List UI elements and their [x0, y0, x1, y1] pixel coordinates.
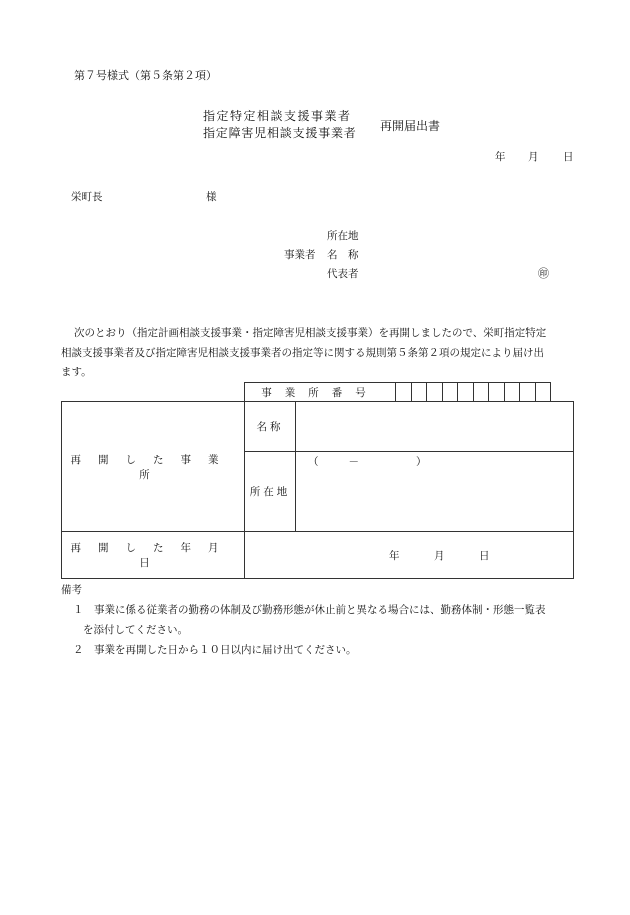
reopened-date-label: 再開した年月日	[62, 532, 245, 579]
title-line-2: 指定障害児相談支援事業者	[203, 126, 357, 140]
office-name-field[interactable]	[296, 402, 574, 452]
office-number-box-9[interactable]	[520, 383, 536, 402]
postal-code-template: （ － ）	[308, 456, 430, 468]
reopen-month: 月	[434, 550, 445, 562]
applicant-name-label: 名 称	[327, 249, 359, 261]
addressee-name: 栄町長	[71, 191, 103, 203]
remark-2-line-1: 事業を再開した日から１０日以内に届け出てください。	[94, 644, 357, 656]
remark-1-line-1: 事業に係る従業者の勤務の体制及び勤務形態が休止前と異なる場合には、勤務体制・形態一覧表	[94, 604, 546, 616]
applicant-group-label: 事業者	[284, 249, 316, 261]
reopen-info-table	[61, 401, 574, 579]
date-month: 月	[528, 151, 539, 163]
title-line-1: 指定特定相談支援事業者	[203, 109, 352, 123]
title-suffix: 再開届出書	[380, 119, 441, 133]
remark-2-num: ２	[73, 644, 84, 656]
reopen-day: 日	[479, 550, 490, 562]
form-number: 第７号様式（第５条第２項）	[74, 69, 217, 82]
body-line-2: 相談支援事業者及び指定障害児相談支援事業者の指定等に関する規則第５条第２項の規定により届け出	[61, 347, 544, 359]
office-number-box-5[interactable]	[458, 383, 474, 402]
office-number-label: 事業所番号	[245, 383, 396, 402]
office-number-box-7[interactable]	[489, 383, 505, 402]
office-number-box-6[interactable]	[473, 383, 489, 402]
remark-1-num: １	[73, 604, 84, 616]
reopen-year: 年	[389, 550, 400, 562]
applicant-rep-label: 代表者	[327, 268, 359, 280]
seal-mark: ㊞	[538, 267, 549, 280]
addressee-honorific: 様	[206, 191, 217, 203]
reopened-date-field[interactable]	[245, 532, 574, 579]
office-number-table	[244, 382, 551, 402]
body-line-3: ます。	[61, 366, 92, 378]
date-day: 日	[563, 151, 574, 163]
reopened-office-label: 再開した事業所	[62, 402, 245, 532]
office-number-box-4[interactable]	[442, 383, 458, 402]
office-number-box-1[interactable]	[396, 383, 412, 402]
remarks-heading: 備考	[61, 584, 82, 596]
body-line-1: 次のとおり（指定計画相談支援事業・指定障害児相談支援事業）を再開しましたので、栄町指定特定	[74, 327, 547, 339]
office-number-box-3[interactable]	[427, 383, 443, 402]
applicant-address-label: 所在地	[327, 230, 359, 242]
office-number-box-8[interactable]	[504, 383, 520, 402]
date-year: 年	[495, 151, 506, 163]
office-name-label: 名称	[245, 402, 296, 452]
office-number-box-2[interactable]	[411, 383, 427, 402]
remark-1-line-2: を添付してください。	[83, 624, 188, 636]
office-address-field[interactable]	[296, 452, 574, 532]
office-number-box-10[interactable]	[535, 383, 551, 402]
office-address-label: 所在地	[245, 452, 296, 532]
